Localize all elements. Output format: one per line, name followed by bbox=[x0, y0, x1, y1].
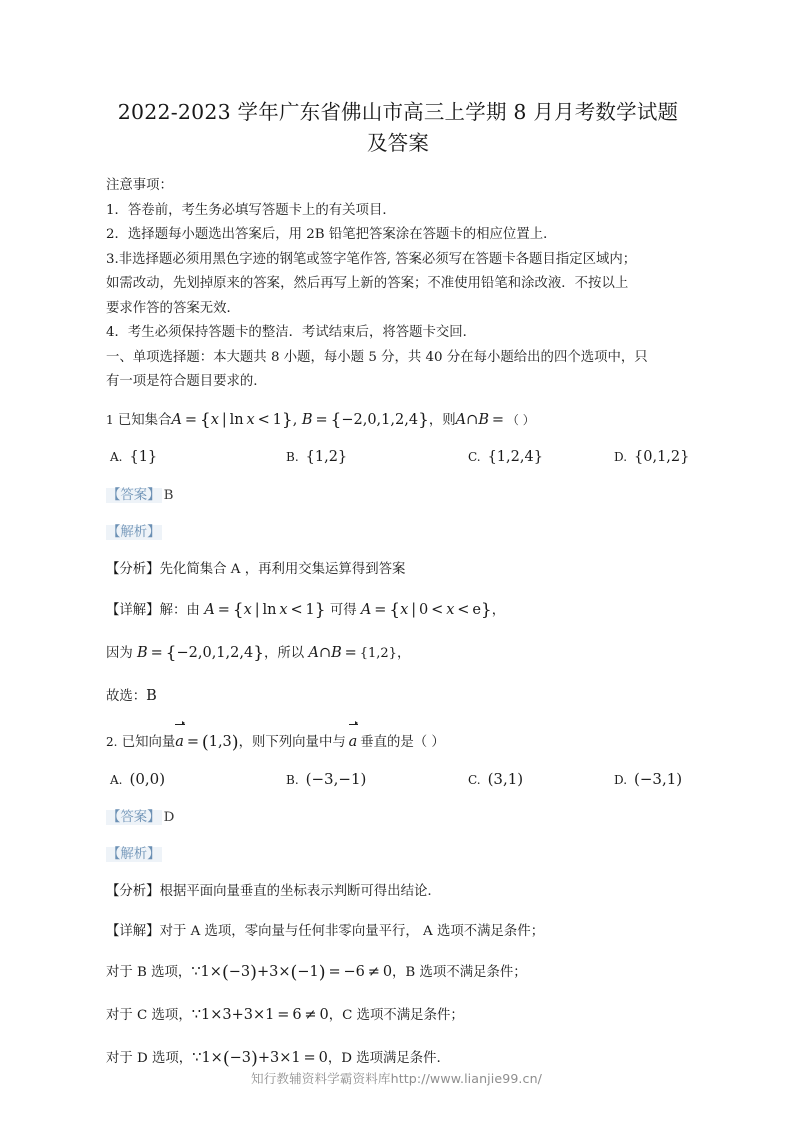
question-1-option-b[interactable] bbox=[286, 442, 347, 473]
question-1-work-text-1: 可得 bbox=[325, 602, 361, 618]
question-2-xiangjie-tag: 【详解】 bbox=[106, 923, 160, 939]
question-1-answer-value: B bbox=[163, 487, 174, 503]
question-2-work-d-tail: ，D 选项满足条件. bbox=[327, 1050, 441, 1066]
question-1-option-b-key: B. bbox=[286, 449, 299, 464]
question-2-work-line-b bbox=[106, 958, 690, 987]
question-2-option-a-value: (0,0) bbox=[129, 769, 166, 788]
question-2-options bbox=[106, 764, 690, 794]
notice-section bbox=[106, 174, 690, 346]
question-1-fenxi bbox=[106, 558, 690, 582]
question-1-option-a-value: {1} bbox=[129, 448, 158, 465]
question-1-work-math-3: B = {−2,0,1,2,4} bbox=[137, 642, 265, 663]
question-1-conclusion bbox=[106, 682, 690, 711]
question-1-stem-middle: ，则 bbox=[428, 412, 456, 428]
notice-item-3: 3.非选择题必须用黑色字迹的钢笔或签字笔作答, 答案必须写在答题卡各题目指定区域内； bbox=[106, 251, 637, 267]
question-1-xiangjie-tag: 【详解】 bbox=[106, 602, 160, 618]
section-intro bbox=[106, 346, 690, 395]
question-1-answer bbox=[106, 484, 690, 508]
question-1-option-b-value: {1,2} bbox=[305, 448, 348, 465]
question-1-option-d-key: D. bbox=[614, 449, 628, 464]
notice-item-3-cont-2: 要求作答的答案无效． bbox=[106, 300, 240, 316]
footer-site-name: 知行教辅资料学霸资料库 bbox=[251, 1071, 391, 1086]
question-2-fenxi-text: 根据平面向量垂直的坐标表示判断可得出结论. bbox=[159, 883, 432, 899]
question-2-stem-tail: 垂直的是（ ） bbox=[360, 734, 445, 750]
question-2-stem-prefix: 已知向量 bbox=[121, 734, 176, 750]
notice-heading: 注意事项： bbox=[106, 178, 173, 193]
question-1-work-math-1: A = {x | ln x < 1} bbox=[199, 599, 326, 620]
question-2-work-d-math: ∵1×(−3)+3×1 = 0 bbox=[192, 1048, 328, 1069]
question-2-analysis-tag-line bbox=[106, 843, 690, 867]
question-2-analysis-tag: 【解析】 bbox=[107, 846, 161, 862]
question-2-option-c[interactable] bbox=[468, 764, 523, 796]
question-1-option-a-key: A. bbox=[110, 449, 123, 464]
question-2-answer-tag: 【答案】 bbox=[107, 809, 161, 825]
notice-item-1: 1．答卷前，考生务必填写答题卡上的有关项目． bbox=[106, 202, 396, 218]
question-2-option-a[interactable] bbox=[110, 764, 165, 796]
question-2-option-c-value: (3,1) bbox=[487, 769, 524, 788]
question-1-option-d[interactable] bbox=[614, 442, 689, 473]
question-2 bbox=[106, 727, 690, 1073]
question-2-work-b-tail: ，B 选项不满足条件； bbox=[392, 964, 527, 980]
question-1-options bbox=[106, 442, 690, 472]
question-1-answer-tag: 【答案】 bbox=[107, 487, 161, 503]
section-intro-line-1: 一、单项选择题：本大题共 8 小题，每小题 5 分，共 40 分在每小题给出的四个选项中，只 bbox=[106, 349, 648, 365]
question-1-work-math-2: A = {x | 0 < x < e} bbox=[360, 599, 492, 620]
question-1-work-punct-2: ， bbox=[396, 645, 411, 661]
page-title-line-1: 2022-2023 学年广东省佛山市高三上学期 8 月月考数学试题 bbox=[117, 100, 679, 124]
question-2-stem bbox=[106, 727, 690, 758]
question-1-work-text-3: ，所以 bbox=[264, 645, 309, 661]
question-1-conclusion-value: B bbox=[146, 687, 157, 704]
question-1-fenxi-tag: 【分析】 bbox=[106, 561, 160, 577]
question-2-option-d-value: (−3,1) bbox=[634, 769, 683, 788]
question-1-number: 1 bbox=[106, 412, 114, 427]
question-1-stem bbox=[106, 405, 690, 436]
question-2-work-b-lead: 对于 B 选项， bbox=[106, 964, 192, 980]
question-2-xiangjie bbox=[106, 920, 690, 944]
section-intro-line-2: 有一项是符合题目要求的. bbox=[106, 374, 258, 389]
question-1-xiangjie-line-1 bbox=[106, 596, 690, 625]
question-2-fenxi-tag: 【分析】 bbox=[106, 883, 160, 899]
question-2-option-d-key: D. bbox=[614, 772, 628, 787]
document-content bbox=[106, 96, 690, 1073]
question-2-number: 2. bbox=[106, 734, 118, 749]
question-2-option-b-value: (−3,−1) bbox=[305, 769, 367, 788]
question-2-stem-math: a = (1,3) bbox=[175, 734, 238, 750]
question-1-stem-suffix: （ ） bbox=[506, 412, 535, 427]
question-1-work-punct-1: ， bbox=[491, 602, 506, 618]
question-2-option-b[interactable] bbox=[286, 764, 366, 796]
question-2-fenxi bbox=[106, 880, 690, 904]
page-title-line-2: 及答案 bbox=[366, 131, 430, 155]
notice-item-2: 2．选择题每小题选出答案后，用 2B 铅笔把答案涂在答题卡的相应位置上． bbox=[106, 227, 557, 242]
footer-watermark bbox=[0, 1068, 793, 1087]
question-2-option-b-key: B. bbox=[286, 772, 299, 787]
question-1-option-d-value: {0,1,2} bbox=[634, 448, 690, 465]
question-1-work-text-2: 因为 bbox=[106, 645, 138, 661]
question-2-option-c-key: C. bbox=[468, 772, 481, 787]
notice-item-3-cont-1: 如需改动，先划掉原来的答案，然后再写上新的答案；不准使用铅笔和涂改液．不按以上 bbox=[106, 276, 629, 291]
question-2-answer bbox=[106, 806, 690, 830]
question-1-option-a[interactable] bbox=[110, 442, 157, 473]
question-2-xiangjie-text: 对于 A 选项，零向量与任何非零向量平行， A 选项不满足条件； bbox=[159, 923, 545, 939]
question-2-stem-math-2: a bbox=[346, 734, 360, 750]
question-1 bbox=[106, 405, 690, 711]
question-1-fenxi-text: 先化简集合 A ，再利用交集运算得到答案 bbox=[159, 561, 406, 577]
footer-url[interactable]: http://www.lianjie99.cn/ bbox=[390, 1071, 542, 1086]
question-1-option-c-value: {1,2,4} bbox=[487, 448, 543, 465]
question-2-work-c-tail: ，C 选项不满足条件； bbox=[328, 1007, 464, 1023]
question-1-conclusion-text: 故选： bbox=[106, 688, 147, 704]
question-1-stem-prefix: 已知集合 bbox=[117, 412, 172, 428]
question-2-option-a-key: A. bbox=[110, 772, 123, 787]
question-2-work-line-c bbox=[106, 1001, 690, 1030]
question-1-option-c-key: C. bbox=[468, 449, 481, 464]
page-title bbox=[106, 96, 690, 160]
question-1-option-c[interactable] bbox=[468, 442, 543, 473]
notice-item-4: 4．考生必须保持答题卡的整洁．考试结束后，将答题卡交回． bbox=[106, 325, 477, 340]
question-1-analysis-tag-line bbox=[106, 521, 690, 545]
question-1-xiangjie-line-2 bbox=[106, 639, 690, 668]
question-1-stem-math: A = {x | ln x < 1}, B = {−2,0,1,2,4} bbox=[171, 409, 429, 430]
question-2-work-c-math: ∵1×3+3×1 = 6 ≠ 0 bbox=[191, 1006, 329, 1023]
question-1-stem-math-2: A∩B = bbox=[455, 411, 507, 428]
question-1-work-math-4: A∩B = {1,2} bbox=[308, 644, 397, 661]
question-2-answer-value: D bbox=[163, 809, 175, 825]
question-1-analysis-tag: 【解析】 bbox=[107, 524, 161, 540]
question-2-work-b-math: ∵1×(−3)+3×(−1) = −6 ≠ 0 bbox=[191, 962, 393, 983]
question-2-option-d[interactable] bbox=[614, 764, 682, 796]
question-2-stem-middle: ，则下列向量中与 bbox=[238, 734, 346, 750]
question-2-work-d-lead: 对于 D 选项， bbox=[106, 1050, 193, 1066]
question-2-work-c-lead: 对于 C 选项， bbox=[106, 1007, 192, 1023]
question-1-xiangjie-lead: 解：由 bbox=[159, 602, 200, 618]
